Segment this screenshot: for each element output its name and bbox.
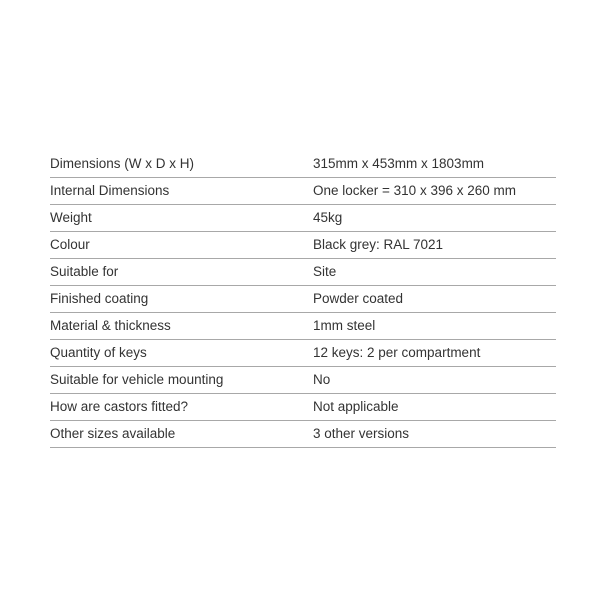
spec-value: 12 keys: 2 per compartment	[313, 345, 481, 361]
spec-label: Dimensions (W x D x H)	[50, 156, 195, 172]
spec-row-finished-coating	[50, 286, 556, 313]
spec-row-vehicle-mounting	[50, 367, 556, 394]
spec-value: 45kg	[313, 210, 343, 226]
spec-value: 1mm steel	[313, 318, 376, 334]
spec-value: 3 other versions	[313, 426, 410, 442]
spec-value: Black grey: RAL 7021	[313, 237, 444, 253]
spec-row-suitable-for	[50, 259, 556, 286]
spec-label: Suitable for vehicle mounting	[50, 372, 224, 388]
spec-row-colour	[50, 232, 556, 259]
spec-value: One locker = 310 x 396 x 260 mm	[313, 183, 516, 199]
spec-label: Colour	[50, 237, 90, 253]
spec-row-other-sizes	[50, 421, 556, 448]
spec-row-castors	[50, 394, 556, 421]
spec-row-quantity-of-keys	[50, 340, 556, 367]
spec-label: Quantity of keys	[50, 345, 147, 361]
spec-label: Material & thickness	[50, 318, 171, 334]
spec-value: 315mm x 453mm x 1803mm	[313, 156, 485, 172]
spec-label: Internal Dimensions	[50, 183, 170, 199]
spec-row-dimensions	[50, 151, 556, 178]
spec-row-material-thickness	[50, 313, 556, 340]
spec-row-weight	[50, 205, 556, 232]
spec-value: No	[313, 372, 331, 388]
spec-value: Powder coated	[313, 291, 404, 307]
spec-value: Not applicable	[313, 399, 399, 415]
specifications-table	[50, 151, 556, 448]
spec-label: Finished coating	[50, 291, 149, 307]
spec-row-internal-dimensions	[50, 178, 556, 205]
spec-label: Suitable for	[50, 264, 119, 280]
spec-label: How are castors fitted?	[50, 399, 189, 415]
spec-label: Other sizes available	[50, 426, 176, 442]
spec-label: Weight	[50, 210, 92, 226]
spec-value: Site	[313, 264, 337, 280]
